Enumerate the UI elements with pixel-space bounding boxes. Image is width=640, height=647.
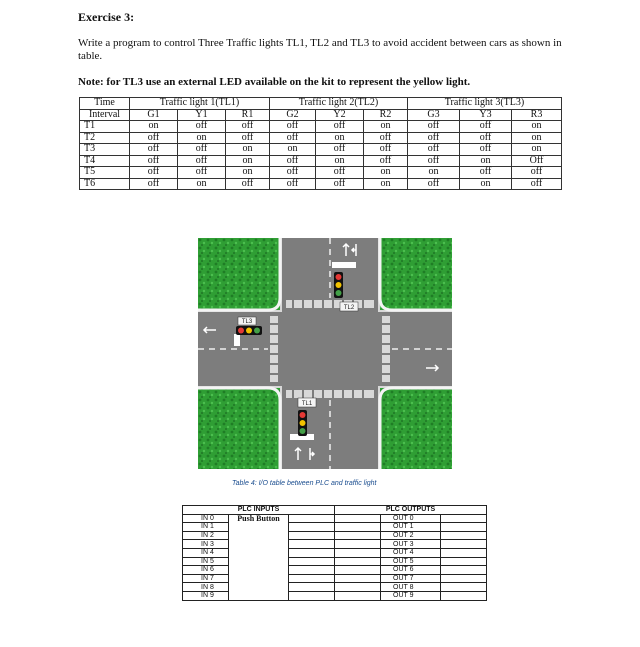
plc-input-label: IN 2: [183, 531, 229, 540]
exercise-note: Note: for TL3 use an external LED available on the kit to represent the yellow light.: [78, 76, 471, 88]
plc-input-label: IN 8: [183, 583, 229, 592]
interval-cell: T5: [80, 167, 130, 179]
interval-cell: T2: [80, 132, 130, 144]
plc-input-label: IN 0: [183, 514, 229, 523]
tl2-group-header: Traffic light 2(TL2): [270, 98, 408, 110]
state-cell: on: [408, 167, 460, 179]
state-cell: off: [316, 144, 364, 156]
state-cell: on: [512, 144, 562, 156]
state-cell: off: [226, 132, 270, 144]
state-cell: off: [130, 155, 178, 167]
table-row: [80, 121, 562, 133]
io-row: [183, 523, 487, 532]
io-row: [183, 591, 487, 600]
time-header: Time: [80, 98, 130, 110]
state-cell: on: [364, 121, 408, 133]
empty-cell: [441, 583, 487, 592]
plc-input-label: IN 3: [183, 540, 229, 549]
column-header-y3: Y3: [460, 109, 512, 121]
state-cell: off: [130, 167, 178, 179]
empty-cell: [229, 583, 289, 592]
state-cell: off: [178, 155, 226, 167]
io-table: [182, 505, 487, 601]
state-cell: off: [270, 178, 316, 190]
intersection-svg: [198, 238, 452, 469]
state-cell: off: [178, 167, 226, 179]
state-cell: off: [364, 155, 408, 167]
interval-cell: T4: [80, 155, 130, 167]
state-cell: off: [512, 167, 562, 179]
state-cell: off: [178, 121, 226, 133]
empty-cell: [229, 566, 289, 575]
empty-cell: [229, 591, 289, 600]
state-cell: off: [460, 132, 512, 144]
plc-output-label: OUT 4: [381, 548, 441, 557]
plc-output-label: OUT 8: [381, 583, 441, 592]
column-header-r3: R3: [512, 109, 562, 121]
state-cell: off: [512, 178, 562, 190]
empty-cell: [229, 548, 289, 557]
empty-cell: [289, 557, 335, 566]
empty-cell: [289, 523, 335, 532]
empty-cell: [229, 531, 289, 540]
tl1-label: TL1: [301, 401, 313, 407]
empty-cell: [335, 566, 381, 575]
state-cell: off: [408, 155, 460, 167]
interval-cell: T3: [80, 144, 130, 156]
empty-cell: [441, 591, 487, 600]
empty-cell: [229, 557, 289, 566]
empty-cell: [289, 566, 335, 575]
state-cell: on: [364, 167, 408, 179]
state-cell: on: [226, 144, 270, 156]
state-cell: off: [130, 132, 178, 144]
io-row: [183, 514, 487, 523]
plc-output-label: OUT 9: [381, 591, 441, 600]
empty-cell: [335, 574, 381, 583]
empty-cell: [335, 514, 381, 523]
state-cell: on: [270, 144, 316, 156]
column-header-r1: R1: [226, 109, 270, 121]
interval-header: Interval: [80, 109, 130, 121]
grass-bottom-right: [380, 388, 452, 469]
tl1-group-header: Traffic light 1(TL1): [130, 98, 270, 110]
plc-input-label: IN 1: [183, 523, 229, 532]
column-header-y2: Y2: [316, 109, 364, 121]
table-row: [80, 167, 562, 179]
column-header-g2: G2: [270, 109, 316, 121]
state-cell: off: [178, 144, 226, 156]
table-row: [80, 178, 562, 190]
empty-cell: [335, 531, 381, 540]
state-cell: off: [270, 121, 316, 133]
plc-input-label: IN 7: [183, 574, 229, 583]
empty-cell: [441, 540, 487, 549]
empty-cell: [441, 514, 487, 523]
plc-inputs-header: PLC INPUTS: [183, 506, 335, 515]
io-row: [183, 566, 487, 575]
plc-output-label: OUT 3: [381, 540, 441, 549]
state-cell: off: [226, 121, 270, 133]
table-row: [80, 155, 562, 167]
state-cell: on: [316, 132, 364, 144]
state-cell: off: [130, 144, 178, 156]
grass-bottom-left: [198, 388, 280, 469]
interval-cell: T1: [80, 121, 130, 133]
state-cell: on: [512, 132, 562, 144]
io-table-caption: Table 4: I/O table between PLC and traffic light: [232, 480, 377, 487]
intersection-diagram: [198, 238, 452, 469]
state-cell: off: [316, 167, 364, 179]
empty-cell: [335, 557, 381, 566]
io-row: [183, 531, 487, 540]
plc-input-label: IN 9: [183, 591, 229, 600]
table-row: [80, 144, 562, 156]
table-row: [80, 132, 562, 144]
io-row: [183, 557, 487, 566]
plc-input-label: IN 4: [183, 548, 229, 557]
empty-cell: [441, 548, 487, 557]
push-button-label: Push Button: [229, 514, 289, 523]
io-row: [183, 548, 487, 557]
state-cell: off: [226, 178, 270, 190]
state-cell: on: [226, 167, 270, 179]
empty-cell: [289, 548, 335, 557]
plc-output-label: OUT 0: [381, 514, 441, 523]
io-row: [183, 583, 487, 592]
grass-top-right: [380, 238, 452, 310]
column-header-y1: Y1: [178, 109, 226, 121]
state-cell: off: [316, 121, 364, 133]
plc-output-label: OUT 6: [381, 566, 441, 575]
state-cell: off: [408, 121, 460, 133]
state-cell: on: [316, 155, 364, 167]
state-cell: off: [270, 167, 316, 179]
column-header-row: [80, 109, 562, 121]
state-cell: off: [364, 144, 408, 156]
state-cell: off: [460, 121, 512, 133]
empty-cell: [289, 531, 335, 540]
empty-cell: [441, 566, 487, 575]
state-cell: off: [364, 132, 408, 144]
plc-outputs-header: PLC OUTPUTS: [335, 506, 487, 515]
tl2-label: TL2: [343, 305, 355, 311]
column-header-g1: G1: [130, 109, 178, 121]
plc-output-label: OUT 1: [381, 523, 441, 532]
exercise-title: Exercise 3:: [78, 10, 135, 24]
state-cell: off: [130, 178, 178, 190]
state-cell: on: [178, 178, 226, 190]
state-cell: on: [460, 155, 512, 167]
state-cell: off: [460, 144, 512, 156]
empty-cell: [289, 514, 335, 523]
state-cell: on: [130, 121, 178, 133]
empty-cell: [335, 548, 381, 557]
state-cell: on: [512, 121, 562, 133]
state-cell: on: [364, 178, 408, 190]
empty-cell: [229, 523, 289, 532]
tl3-group-header: Traffic light 3(TL3): [408, 98, 562, 110]
state-cell: off: [408, 144, 460, 156]
traffic-light-table: [79, 97, 562, 190]
state-cell: off: [270, 155, 316, 167]
io-row: [183, 574, 487, 583]
exercise-instruction: Write a program to control Three Traffic lights TL1, TL2 and TL3 to avoid accident between cars as shown in table.: [78, 37, 562, 62]
empty-cell: [441, 574, 487, 583]
state-cell: on: [460, 178, 512, 190]
empty-cell: [441, 523, 487, 532]
empty-cell: [289, 583, 335, 592]
empty-cell: [441, 557, 487, 566]
plc-output-label: OUT 2: [381, 531, 441, 540]
empty-cell: [335, 583, 381, 592]
tl3-label: TL3: [241, 319, 253, 325]
column-header-g3: G3: [408, 109, 460, 121]
state-cell: off: [316, 178, 364, 190]
state-cell: on: [178, 132, 226, 144]
plc-output-label: OUT 5: [381, 557, 441, 566]
state-cell: off: [460, 167, 512, 179]
empty-cell: [229, 574, 289, 583]
empty-cell: [335, 540, 381, 549]
io-row: [183, 540, 487, 549]
plc-output-label: OUT 7: [381, 574, 441, 583]
interval-cell: T6: [80, 178, 130, 190]
state-cell: off: [408, 178, 460, 190]
state-cell: off: [270, 132, 316, 144]
empty-cell: [335, 591, 381, 600]
empty-cell: [229, 540, 289, 549]
empty-cell: [289, 591, 335, 600]
state-cell: Off: [512, 155, 562, 167]
column-header-r2: R2: [364, 109, 408, 121]
empty-cell: [441, 531, 487, 540]
state-cell: off: [408, 132, 460, 144]
empty-cell: [289, 540, 335, 549]
grass-top-left: [198, 238, 280, 310]
plc-input-label: IN 5: [183, 557, 229, 566]
state-cell: on: [226, 155, 270, 167]
empty-cell: [335, 523, 381, 532]
plc-input-label: IN 6: [183, 566, 229, 575]
empty-cell: [289, 574, 335, 583]
